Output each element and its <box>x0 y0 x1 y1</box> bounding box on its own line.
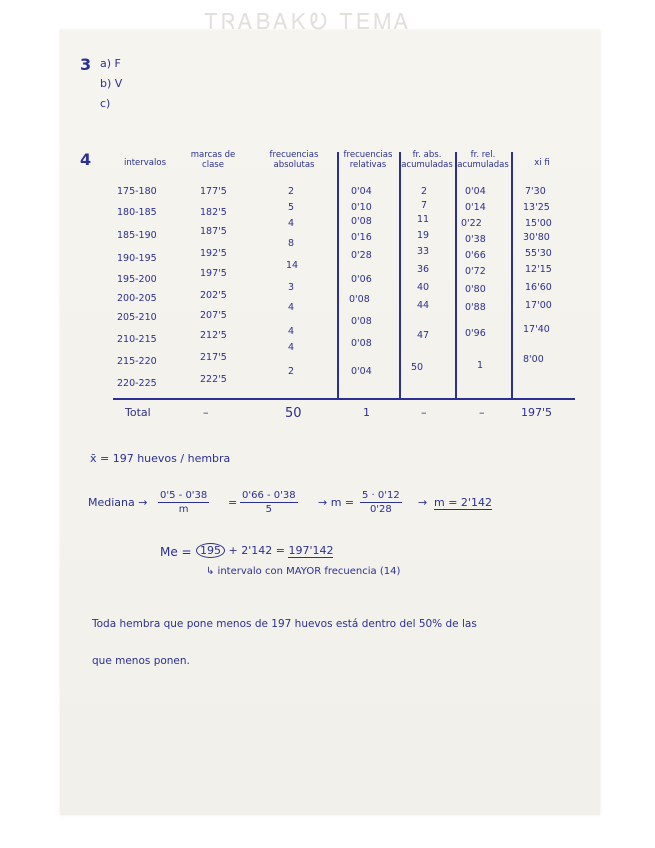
median-fraction-1-denominator: m <box>178 504 189 515</box>
table-cell-rel-cum: 0'80 <box>465 284 486 295</box>
table-cell-xifi: 55'30 <box>525 248 552 259</box>
total-abs-freq: 50 <box>285 406 302 421</box>
median-fraction-3 <box>360 490 402 515</box>
table-cell-xifi: 17'00 <box>525 300 552 311</box>
me-circled-lower-bound: 195 <box>196 543 225 558</box>
table-cell-rel-freq: 0'16 <box>351 232 372 243</box>
table-cell-abs-cum: 19 <box>417 230 430 241</box>
total-rel-freq: 1 <box>363 406 370 419</box>
table-divider <box>399 152 401 400</box>
table-cell-xifi: 17'40 <box>523 324 550 335</box>
table-cell-xifi: 16'60 <box>525 282 552 293</box>
table-cell-abs-freq: 2 <box>288 366 295 377</box>
table-cell-mark: 187'5 <box>200 226 227 237</box>
table-cell-interval: 180-185 <box>117 207 157 218</box>
conclusion-line-2: que menos ponen. <box>92 655 190 667</box>
table-cell-abs-freq: 2 <box>288 186 295 197</box>
me-prefix: Me = <box>160 545 192 559</box>
header-xifi: xi fi <box>534 158 550 168</box>
table-cell-interval: 220-225 <box>117 378 157 389</box>
table-cell-abs-freq: 4 <box>288 326 295 337</box>
table-total-rule <box>113 398 575 400</box>
median-arrow-2: → <box>418 496 428 509</box>
median-fraction-2 <box>240 490 298 515</box>
table-cell-abs-freq: 3 <box>288 282 295 293</box>
table-cell-interval: 215-220 <box>117 356 157 367</box>
table-divider <box>511 152 513 400</box>
question-3-number: 3 <box>80 55 92 74</box>
median-m-result: m = 2'142 <box>434 496 492 509</box>
table-cell-mark: 197'5 <box>200 268 227 279</box>
table-cell-rel-freq: 0'08 <box>349 294 370 305</box>
median-fraction-1 <box>158 490 209 515</box>
table-cell-abs-cum: 11 <box>417 214 430 225</box>
median-label: Mediana → <box>88 496 148 509</box>
me-note: ↳ intervalo con MAYOR frecuencia (14) <box>206 566 401 577</box>
total-abs-cum: – <box>421 406 427 419</box>
table-cell-xifi: 13'25 <box>523 202 550 213</box>
header-intervals: intervalos <box>123 158 167 168</box>
table-cell-mark: 177'5 <box>200 186 227 197</box>
total-rel-cum: – <box>479 406 485 419</box>
table-cell-interval: 200-205 <box>117 293 157 304</box>
median-equals: = <box>228 496 238 509</box>
table-cell-rel-cum: 0'38 <box>465 234 486 245</box>
table-cell-interval: 190-195 <box>117 253 157 264</box>
me-rest: + 2'142 = <box>228 544 285 557</box>
table-cell-rel-freq: 0'08 <box>351 216 372 227</box>
header-abs-freq: frecuencias absolutas <box>269 150 319 170</box>
table-cell-rel-cum: 0'96 <box>465 328 486 339</box>
table-cell-xifi: 7'30 <box>525 186 546 197</box>
table-cell-abs-cum: 50 <box>411 362 424 373</box>
table-cell-abs-cum: 2 <box>421 186 428 197</box>
table-cell-interval: 205-210 <box>117 312 157 323</box>
table-cell-mark: 192'5 <box>200 248 227 259</box>
table-cell-abs-freq: 8 <box>288 238 295 249</box>
table-cell-rel-freq: 0'04 <box>351 186 372 197</box>
table-cell-abs-cum: 47 <box>417 330 430 341</box>
table-cell-interval: 185-190 <box>117 230 157 241</box>
table-cell-abs-cum: 33 <box>417 246 430 257</box>
header-abs-cum: fr. abs. acumuladas <box>401 150 453 170</box>
answer-3c: c) <box>100 97 111 110</box>
me-result: 197'142 <box>288 544 334 557</box>
table-cell-abs-freq: 14 <box>286 260 299 271</box>
median-fraction-2-denominator: 5 <box>265 504 272 515</box>
total-xifi: 197'5 <box>521 406 553 419</box>
table-divider <box>455 152 457 400</box>
header-rel-cum: fr. rel. acumuladas <box>457 150 509 170</box>
conclusion-line-1: Toda hembra que pone menos de 197 huevos está dentro del 50% de las <box>92 618 477 630</box>
table-cell-xifi: 12'15 <box>525 264 552 275</box>
table-cell-rel-cum: 0'14 <box>465 202 486 213</box>
table-cell-rel-cum: 0'04 <box>465 186 486 197</box>
table-cell-xifi: 8'00 <box>523 354 544 365</box>
table-cell-abs-freq: 4 <box>288 342 295 353</box>
table-cell-abs-freq: 5 <box>288 202 295 213</box>
table-cell-rel-cum: 1 <box>477 360 484 371</box>
mean-result: x̄ = 197 huevos / hembra <box>90 452 231 465</box>
table-cell-interval: 195-200 <box>117 274 157 285</box>
table-cell-xifi: 30'80 <box>523 232 550 243</box>
table-cell-rel-freq: 0'08 <box>351 316 372 327</box>
table-cell-mark: 202'5 <box>200 290 227 301</box>
table-cell-rel-freq: 0'10 <box>351 202 372 213</box>
frequency-table <box>105 150 575 430</box>
total-marks: – <box>203 406 209 419</box>
answer-3b: b) V <box>100 77 123 90</box>
table-cell-mark: 182'5 <box>200 207 227 218</box>
table-cell-abs-cum: 44 <box>417 300 430 311</box>
table-cell-rel-cum: 0'66 <box>465 250 486 261</box>
table-cell-interval: 175-180 <box>117 186 157 197</box>
table-cell-mark: 207'5 <box>200 310 227 321</box>
total-label: Total <box>125 406 151 419</box>
table-cell-interval: 210-215 <box>117 334 157 345</box>
question-4-number: 4 <box>80 150 92 169</box>
answer-3a: a) F <box>100 57 121 70</box>
me-expression <box>196 543 333 558</box>
table-cell-abs-cum: 36 <box>417 264 430 275</box>
table-divider <box>337 152 339 400</box>
median-arrow-1: → m = <box>318 496 355 509</box>
table-cell-rel-freq: 0'28 <box>351 250 372 261</box>
table-cell-abs-freq: 4 <box>288 218 295 229</box>
table-cell-abs-cum: 40 <box>417 282 430 293</box>
median-fraction-3-numerator: 5 · 0'12 <box>362 490 400 501</box>
bleed-through-title: ᎢᏒᎪᏴᎪᏦᎧ ᎢᎬᎷᎪ <box>205 10 412 35</box>
median-fraction-2-numerator: 0'66 - 0'38 <box>242 490 296 501</box>
table-cell-abs-freq: 4 <box>288 302 295 313</box>
table-cell-rel-freq: 0'06 <box>351 274 372 285</box>
header-rel-freq: frecuencias relativas <box>343 150 393 170</box>
table-cell-mark: 217'5 <box>200 352 227 363</box>
table-cell-xifi: 15'00 <box>525 218 552 229</box>
median-fraction-3-denominator: 0'28 <box>369 504 392 515</box>
table-cell-rel-cum: 0'88 <box>465 302 486 313</box>
table-cell-rel-freq: 0'08 <box>351 338 372 349</box>
table-cell-mark: 222'5 <box>200 374 227 385</box>
header-class-marks: marcas de clase <box>190 150 236 170</box>
table-cell-rel-freq: 0'04 <box>351 366 372 377</box>
table-cell-mark: 212'5 <box>200 330 227 341</box>
median-fraction-1-numerator: 0'5 - 0'38 <box>160 490 208 501</box>
table-cell-rel-cum: 0'22 <box>461 218 482 229</box>
table-cell-rel-cum: 0'72 <box>465 266 486 277</box>
table-cell-abs-cum: 7 <box>421 200 428 211</box>
